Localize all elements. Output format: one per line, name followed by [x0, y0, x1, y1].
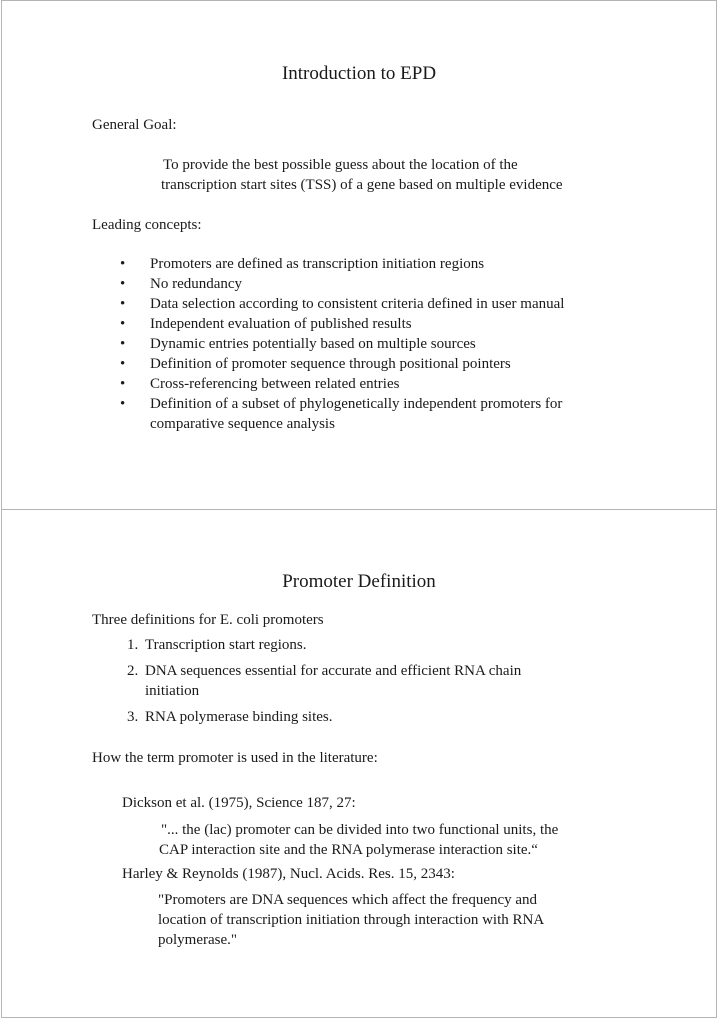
numbered-item [127, 661, 521, 681]
slide-promoter-definition [1, 509, 717, 1018]
item-number: 2. [127, 663, 139, 679]
slide-title: Promoter Definition [282, 571, 436, 592]
slide-introduction-to-epd [1, 0, 717, 510]
quote-dickson-line-2: CAP interaction site and the RNA polymerase interaction site.“ [159, 842, 538, 858]
list-item-continuation: comparative sequence analysis [150, 416, 335, 432]
goal-line-1: To provide the best possible guess about the location of the [163, 157, 518, 173]
item-text: Transcription start regions. [145, 637, 307, 653]
list-item: • Definition of a subset of phylogenetically independent promoters for [120, 396, 563, 412]
bullet-icon: • [120, 396, 126, 412]
list-item: • Definition of promoter sequence through positional pointers [120, 356, 511, 372]
reference-harley: Harley & Reynolds (1987), Nucl. Acids. Res. 15, 2343: [122, 866, 455, 882]
quote-harley-line-1: "Promoters are DNA sequences which affect the frequency and [158, 892, 538, 908]
list-item: • Data selection according to consistent criteria defined in user manual [120, 296, 565, 312]
concept-list [120, 254, 564, 434]
slide-title: Introduction to EPD [281, 63, 437, 84]
bullet-icon: • [120, 276, 126, 292]
quote-harley-line-3: polymerase." [158, 932, 238, 948]
item-number: 3. [127, 709, 139, 725]
quote-dickson-line-1: "... the (lac) promoter can be divided into two functional units, the [161, 822, 559, 838]
bullet-icon: • [120, 376, 126, 392]
list-item: • Promoters are defined as transcription initiation regions [120, 256, 485, 272]
item-text: DNA sequences essential for accurate and efficient RNA chain [145, 663, 522, 679]
quote-harley-line-2: location of transcription initiation through interaction with RNA [158, 912, 545, 928]
goal-line-2: transcription start sites (TSS) of a gene based on multiple evidence [161, 177, 563, 193]
numbered-item [127, 707, 333, 727]
leading-concepts-label: Leading concepts: [92, 217, 202, 233]
item-number: 1. [127, 637, 139, 653]
numbered-item [127, 635, 307, 655]
reference-dickson: Dickson et al. (1975), Science 187, 27: [122, 795, 356, 811]
bullet-icon: • [120, 296, 126, 312]
bullet-icon: • [120, 256, 126, 272]
bullet-icon: • [120, 316, 126, 332]
bullet-icon: • [120, 336, 126, 352]
item-text-continuation: initiation [145, 683, 200, 699]
usage-label: How the term promoter is used in the literature: [92, 750, 378, 766]
list-item: • Cross-referencing between related entries [120, 376, 400, 392]
list-item: • Independent evaluation of published results [120, 316, 412, 332]
bullet-icon: • [120, 356, 126, 372]
definitions-intro: Three definitions for E. coli promoters [92, 612, 324, 628]
list-item: • Dynamic entries potentially based on multiple sources [120, 336, 476, 352]
list-item: • No redundancy [120, 276, 243, 292]
item-text: RNA polymerase binding sites. [145, 709, 333, 725]
general-goal-label: General Goal: [92, 117, 177, 133]
